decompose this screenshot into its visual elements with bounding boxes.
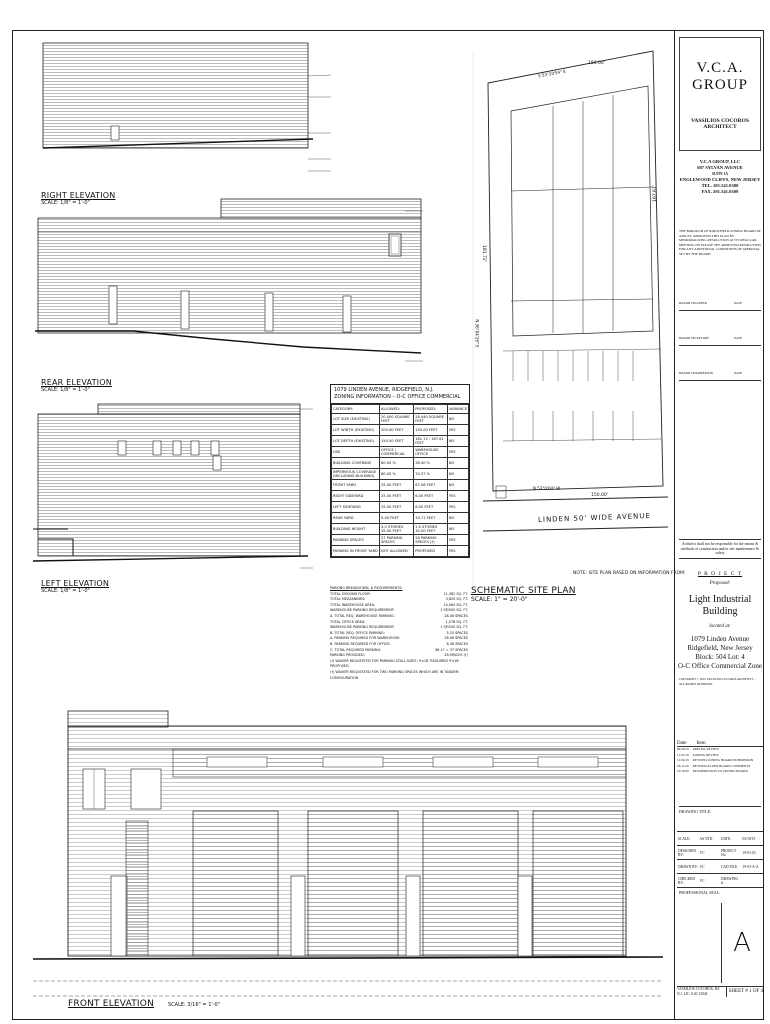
zoning-heading-1: 1079 LINDEN AVENUE, RIDGEFIELD, N.J. bbox=[334, 387, 434, 393]
cell: FRONT YARD bbox=[332, 480, 380, 491]
front-elevation-scale: SCALE: 3/16" = 1'-0" bbox=[168, 1002, 221, 1008]
board-approval-note: THE BOROUGH OF RIDGEFIELD ZONING BOARD OF ADJUST. APPROVED THIS PLAN BY MEMORIALIZING RESOLUTION AT ITS REGULAR MEETING ON PLEASE SEE APPROVED RESOLUTION FOR ANY ADDITIONAL CONDITIONS OF APPROVAL SET BY THE BOARD bbox=[679, 229, 761, 256]
site-plan-scale: SCALE: 1" = 20'-0" bbox=[471, 596, 528, 603]
cell: WAREHOUSE OFFICE bbox=[414, 447, 448, 458]
parking-label: WAREHOUSE PARKING REQUIREMENT: bbox=[330, 625, 395, 630]
cell: 67.06 FEET bbox=[414, 480, 448, 491]
cell: 27 PARKING SPACES bbox=[380, 535, 414, 546]
architect-name: VASSILIOS COCOROS, RA bbox=[677, 987, 720, 991]
parking-value: 28 SPACES (†) bbox=[444, 653, 468, 658]
address-line: 687 SYLVAN AVENUE bbox=[697, 165, 743, 170]
revision-item: REVISED ZONING BOARD SUBMISSION bbox=[692, 758, 754, 763]
left-elevation-scale: SCALE: 1/8" = 1'-0" bbox=[41, 588, 90, 594]
front-elevation-label bbox=[68, 999, 220, 1009]
table-row bbox=[332, 535, 469, 546]
firm-logo bbox=[679, 37, 761, 151]
cell: 28 PARKING SPACES (†) bbox=[414, 535, 448, 546]
parking-label: TOTAL WAREHOUSE AREA: bbox=[330, 602, 376, 607]
location-line: Block: 504 Lot: 4 bbox=[695, 653, 745, 661]
cell: YES bbox=[447, 535, 468, 546]
left-elevation-title: LEFT ELEVATION bbox=[41, 579, 110, 588]
table-row bbox=[332, 447, 469, 458]
address-line: V.C.A GROUP, LLC bbox=[699, 159, 741, 164]
parking-label: PARKING PROVIDED: bbox=[330, 653, 365, 658]
front-elevation-drawing bbox=[33, 711, 663, 996]
parking-label: A. TOTAL REQ. WAREHOUSE PARKING: bbox=[330, 613, 395, 618]
info-value: VC bbox=[699, 878, 705, 883]
parking-value: 1 SP/200 SQ. FT. bbox=[440, 625, 468, 630]
table-row bbox=[332, 502, 469, 513]
zoning-col: PROPOSED: bbox=[414, 405, 448, 414]
info-value: 19-03-A-A bbox=[742, 864, 759, 869]
project-label: P R O J E C T bbox=[697, 571, 743, 577]
cell: NO bbox=[447, 524, 468, 535]
revision-item: RESUBMISSION TO ZONING BOARD bbox=[692, 769, 748, 774]
drawing-info-grid bbox=[677, 831, 763, 888]
cell: YES bbox=[447, 447, 468, 458]
cell: NO bbox=[447, 414, 468, 425]
cell: NO bbox=[447, 469, 468, 480]
cell: PARKING IN FRONT YARD bbox=[332, 546, 380, 557]
cell: PROPOSED bbox=[414, 546, 448, 557]
rear-elevation-scale: SCALE: 1/8" = 1'-0" bbox=[41, 387, 90, 393]
table-row bbox=[332, 458, 469, 469]
zoning-col: ALLOWED: bbox=[380, 405, 414, 414]
parking-value: 1,078 SQ. FT. bbox=[445, 619, 468, 624]
cell: NO bbox=[447, 458, 468, 469]
info-row bbox=[677, 874, 763, 888]
parking-value: 6.36 SPACES bbox=[446, 641, 468, 646]
table-row bbox=[332, 436, 469, 447]
revision-item: REVISED AS PER BOARD COMMENTS bbox=[692, 763, 751, 768]
cell: 6.00 FEET bbox=[414, 502, 448, 513]
cell: 28,440 SQUARE FEET bbox=[414, 414, 448, 425]
parking-label: WAREHOUSE PARKING REQUIREMENT: bbox=[330, 608, 395, 613]
cell: 150.00 FEET bbox=[414, 425, 448, 436]
rear-elevation-title: REAR ELEVATION bbox=[41, 378, 112, 387]
right-elevation-label bbox=[41, 191, 115, 206]
location-line: Ridgefield, New Jersey bbox=[687, 644, 753, 652]
parking-value: 14,084 SQ. FT. bbox=[443, 602, 468, 607]
info-label: PROJECT No: bbox=[721, 848, 737, 857]
table-row bbox=[332, 425, 469, 436]
info-label: DRAWING #: bbox=[721, 876, 739, 885]
info-value: 19-01-03 bbox=[742, 850, 756, 855]
copyright-note: COPYRIGHT © 2019 VASSILIOS COCOROS ARCHITECT – ALL RIGHTS RESERVED bbox=[679, 677, 757, 686]
info-label: DRAWN BY: bbox=[678, 864, 698, 869]
cell: YES bbox=[447, 491, 468, 502]
parking-label: TOTAL MEZZANINES: bbox=[330, 597, 366, 602]
parking-label: B. TOTAL REQ. OFFICE PARKING: bbox=[330, 630, 385, 635]
info-row bbox=[677, 832, 763, 846]
info-value: AS NTD bbox=[699, 836, 713, 841]
table-row bbox=[332, 546, 469, 557]
revision-date: 03/11/20 bbox=[677, 763, 689, 768]
revision-date: 10/16/20 bbox=[677, 769, 689, 774]
signature-label: BOARD SECRETARY bbox=[679, 336, 710, 340]
bearing-label: N 53°0'04" W bbox=[533, 486, 561, 491]
dimension-label: 181.72' bbox=[480, 245, 486, 262]
address-line: SUITE 1A bbox=[711, 172, 729, 176]
cell: YES bbox=[447, 425, 468, 436]
right-elevation-scale: SCALE: 1/8" = 1'-0" bbox=[41, 200, 90, 206]
table-row bbox=[332, 414, 469, 425]
cell: 6.00 FEET bbox=[414, 491, 448, 502]
address-line: FAX. 201.541.0309 bbox=[701, 189, 739, 194]
cell: 38.40 % bbox=[414, 458, 448, 469]
cell: 181.72 / 167.61 FEET bbox=[414, 436, 448, 447]
revision-col: Item bbox=[696, 741, 706, 746]
front-elevation-title: FRONT ELEVATION bbox=[68, 999, 154, 1009]
list-item bbox=[677, 769, 763, 774]
proposed-label: Proposed: bbox=[709, 581, 731, 586]
firm-logo-text: V.C.A. GROUP bbox=[692, 60, 748, 93]
project-location bbox=[675, 635, 765, 671]
table-row bbox=[332, 513, 469, 524]
parking-label: A. PARKING REQUIRED FOR WAREHOUSE: bbox=[330, 636, 401, 641]
responsibility-note: Architect shall not be responsible for the means & methods of construction and/or site maintenance & safety bbox=[679, 539, 761, 559]
cell: RIGHT SIDEYARD bbox=[332, 491, 380, 502]
parking-breakdown bbox=[330, 586, 468, 681]
architect-license: N.J. LIC. # AI 13044 bbox=[677, 992, 708, 996]
cell: NOT ALLOWED bbox=[380, 546, 414, 557]
located-label: located at: bbox=[709, 624, 731, 629]
cell: PARKING SPACES bbox=[332, 535, 380, 546]
parking-label: C. TOTAL REQUIRED PARKING: bbox=[330, 647, 382, 652]
parking-note: (†) WAIVER REQUESTED FOR PARKING STALL SIZES: 9'x18' REQUIRED 9'x18' PROPOSED bbox=[330, 658, 460, 669]
left-elevation-label bbox=[41, 579, 109, 594]
cell: BUILDING COVERAGE bbox=[332, 458, 380, 469]
address-line: ENGLEWOOD CLIFFS, NEW JERSEY bbox=[679, 177, 761, 182]
right-elevation-drawing bbox=[43, 43, 331, 171]
parking-value: 5.25 SPACES bbox=[446, 630, 468, 635]
cell: OFFICE / COMMERCIAL bbox=[380, 447, 414, 458]
signature-date: DATE bbox=[734, 336, 743, 340]
info-value: 03/19/19 bbox=[742, 836, 756, 841]
info-row bbox=[677, 860, 763, 874]
rear-elevation-label bbox=[41, 378, 112, 393]
cell: 25.00 FEET bbox=[380, 491, 414, 502]
drawing-title-label: DRAWING TITLE: bbox=[679, 806, 761, 815]
info-row bbox=[677, 846, 763, 860]
cell: LOT DEPTH (EXISTING) bbox=[332, 436, 380, 447]
street-label: LINDEN 50' WIDE AVENUE bbox=[537, 512, 651, 524]
parking-note: (†) WAIVER REQUESTED FOR TWO PARKING SPACES WHICH ARE IN TANDEM CONFIGURATION bbox=[330, 669, 459, 680]
revision-date: 06/26/19 bbox=[677, 747, 689, 752]
cell: 25.00 FEET bbox=[380, 480, 414, 491]
drawing-sheet bbox=[12, 30, 764, 1020]
signature-label: BOARD ENGINEER bbox=[679, 301, 707, 305]
zoning-header-row bbox=[332, 405, 469, 414]
signature-line bbox=[679, 371, 761, 381]
bearing-label: N 36°04'26" E bbox=[474, 319, 480, 348]
right-elevation-title: RIGHT ELEVATION bbox=[41, 191, 116, 200]
cell: 74.37 % bbox=[414, 469, 448, 480]
signature-date: DATE bbox=[734, 371, 743, 375]
parking-label: TOTAL GROUND FLOOR: bbox=[330, 591, 371, 596]
cell: 20,000 SQUARE FEET bbox=[380, 414, 414, 425]
rear-elevation-drawing bbox=[35, 199, 423, 361]
parking-heading: PARKING BREAKDOWN, & REQUIREMENTS: bbox=[330, 586, 403, 590]
revision-date: 11/22/19 bbox=[677, 752, 689, 757]
info-label: CAD FILE: bbox=[721, 864, 739, 869]
revision-item: PRELIM. REVIEW bbox=[692, 747, 720, 752]
cell: 5.00 FEET bbox=[380, 513, 414, 524]
location-line: O-C Office Commercial Zone bbox=[677, 662, 763, 670]
cell: 25.00 FEET bbox=[380, 502, 414, 513]
site-plan-title: SCHEMATIC SITE PLAN bbox=[471, 586, 576, 596]
site-plan-note: NOTE: SITE PLAN BASED ON INFORMATION FROM: bbox=[573, 571, 686, 576]
parking-value: 11,382 SQ. FT. bbox=[443, 591, 468, 596]
parking-value: 36.17 = 37 SPACES bbox=[435, 647, 468, 652]
zoning-table bbox=[330, 384, 470, 558]
project-name-line: Building bbox=[702, 606, 738, 617]
cell: BUILDING HEIGHT bbox=[332, 524, 380, 535]
cell: 60.00 % bbox=[380, 458, 414, 469]
info-label: SCALE: bbox=[678, 836, 691, 841]
zoning-col: CATEGORY: bbox=[332, 405, 380, 414]
revision-col: Date bbox=[677, 741, 687, 746]
cell: 2.0 STORIES 32.00 FEET bbox=[414, 524, 448, 535]
cell: YES bbox=[447, 546, 468, 557]
parking-value: 1 SP/500 SQ. FT. bbox=[440, 608, 468, 613]
parking-value: 28.08 SPACES bbox=[444, 636, 468, 641]
parking-label: B. PARKING REQUIRED FOR OFFICE: bbox=[330, 641, 391, 646]
site-plan-label bbox=[471, 586, 576, 603]
zoning-col: VARIANCE bbox=[447, 405, 468, 414]
table-row bbox=[332, 491, 469, 502]
cell: 3.0 STORIES 35.00 FEET bbox=[380, 524, 414, 535]
cell: REAR YARD bbox=[332, 513, 380, 524]
revision-table bbox=[677, 741, 763, 774]
table-row bbox=[332, 469, 469, 480]
cell: LEFT SIDEYARD bbox=[332, 502, 380, 513]
cell: USE bbox=[332, 447, 380, 458]
left-elevation-drawing bbox=[33, 404, 313, 568]
cell: 150.00 FEET bbox=[380, 436, 414, 447]
table-row bbox=[332, 524, 469, 535]
cell: 80.00 % bbox=[380, 469, 414, 480]
address-line: TEL. 201.541.0300 bbox=[701, 183, 739, 188]
info-value: VC bbox=[699, 864, 705, 869]
parking-value: 3,820 SQ. FT. bbox=[445, 597, 468, 602]
table-row bbox=[332, 480, 469, 491]
professional-seal-label: PROFESSIONAL SEAL: bbox=[679, 890, 721, 895]
revision-date: 12/04/19 bbox=[677, 758, 689, 763]
title-block bbox=[674, 31, 764, 1019]
dimension-label: 150.00' bbox=[591, 493, 608, 498]
info-label: DESIGNED BY: bbox=[678, 848, 696, 857]
dimension-label: 167.61' bbox=[652, 185, 658, 202]
info-label: DATE: bbox=[721, 836, 732, 841]
parking-label: TOTAL OFFICE AREA: bbox=[330, 619, 366, 624]
zoning-heading-2: ZONING INFORMATION – O-C OFFICE COMMERCIAL bbox=[334, 394, 461, 400]
info-label: CHECKED BY: bbox=[678, 876, 695, 885]
cell: YES bbox=[447, 502, 468, 513]
architect-info bbox=[677, 986, 763, 997]
site-plan-drawing bbox=[480, 51, 668, 531]
cell: 33.71 FEET bbox=[414, 513, 448, 524]
cell: NO bbox=[447, 436, 468, 447]
signature-date: DATE bbox=[734, 301, 743, 305]
cell: IMPERVIOUS COVERAGE (INCLUDING BUILDING) bbox=[332, 469, 380, 480]
cell: LOT SIZE (EXISTING) bbox=[332, 414, 380, 425]
cell: 200.00 FEET bbox=[380, 425, 414, 436]
info-value: VC bbox=[699, 850, 705, 855]
signature-line bbox=[679, 301, 761, 311]
project-name-line: Light Industrial bbox=[688, 594, 752, 605]
parking-value: 28.08 SPACES bbox=[444, 613, 468, 618]
dimension-label: 150.00' bbox=[588, 61, 605, 66]
firm-name: VASSILIOS COCOROS ARCHITECT bbox=[691, 118, 749, 130]
cell: LOT WIDTH (EXISTING) bbox=[332, 425, 380, 436]
cell: NO bbox=[447, 480, 468, 491]
bearing-label: S 53°20'54" E bbox=[537, 68, 567, 79]
revision-item: ZONING REVIEW bbox=[692, 752, 719, 757]
project-name bbox=[675, 594, 765, 618]
firm-address bbox=[675, 159, 765, 195]
cell: NO bbox=[447, 513, 468, 524]
signature-label: BOARD CHAIRPERSON bbox=[679, 371, 714, 375]
signature-line bbox=[679, 336, 761, 346]
drawing-letter: A bbox=[721, 903, 762, 983]
sheet-number: SHEET # 1 OF 4 bbox=[726, 987, 763, 997]
location-line: 1079 Linden Avenue bbox=[690, 635, 750, 643]
